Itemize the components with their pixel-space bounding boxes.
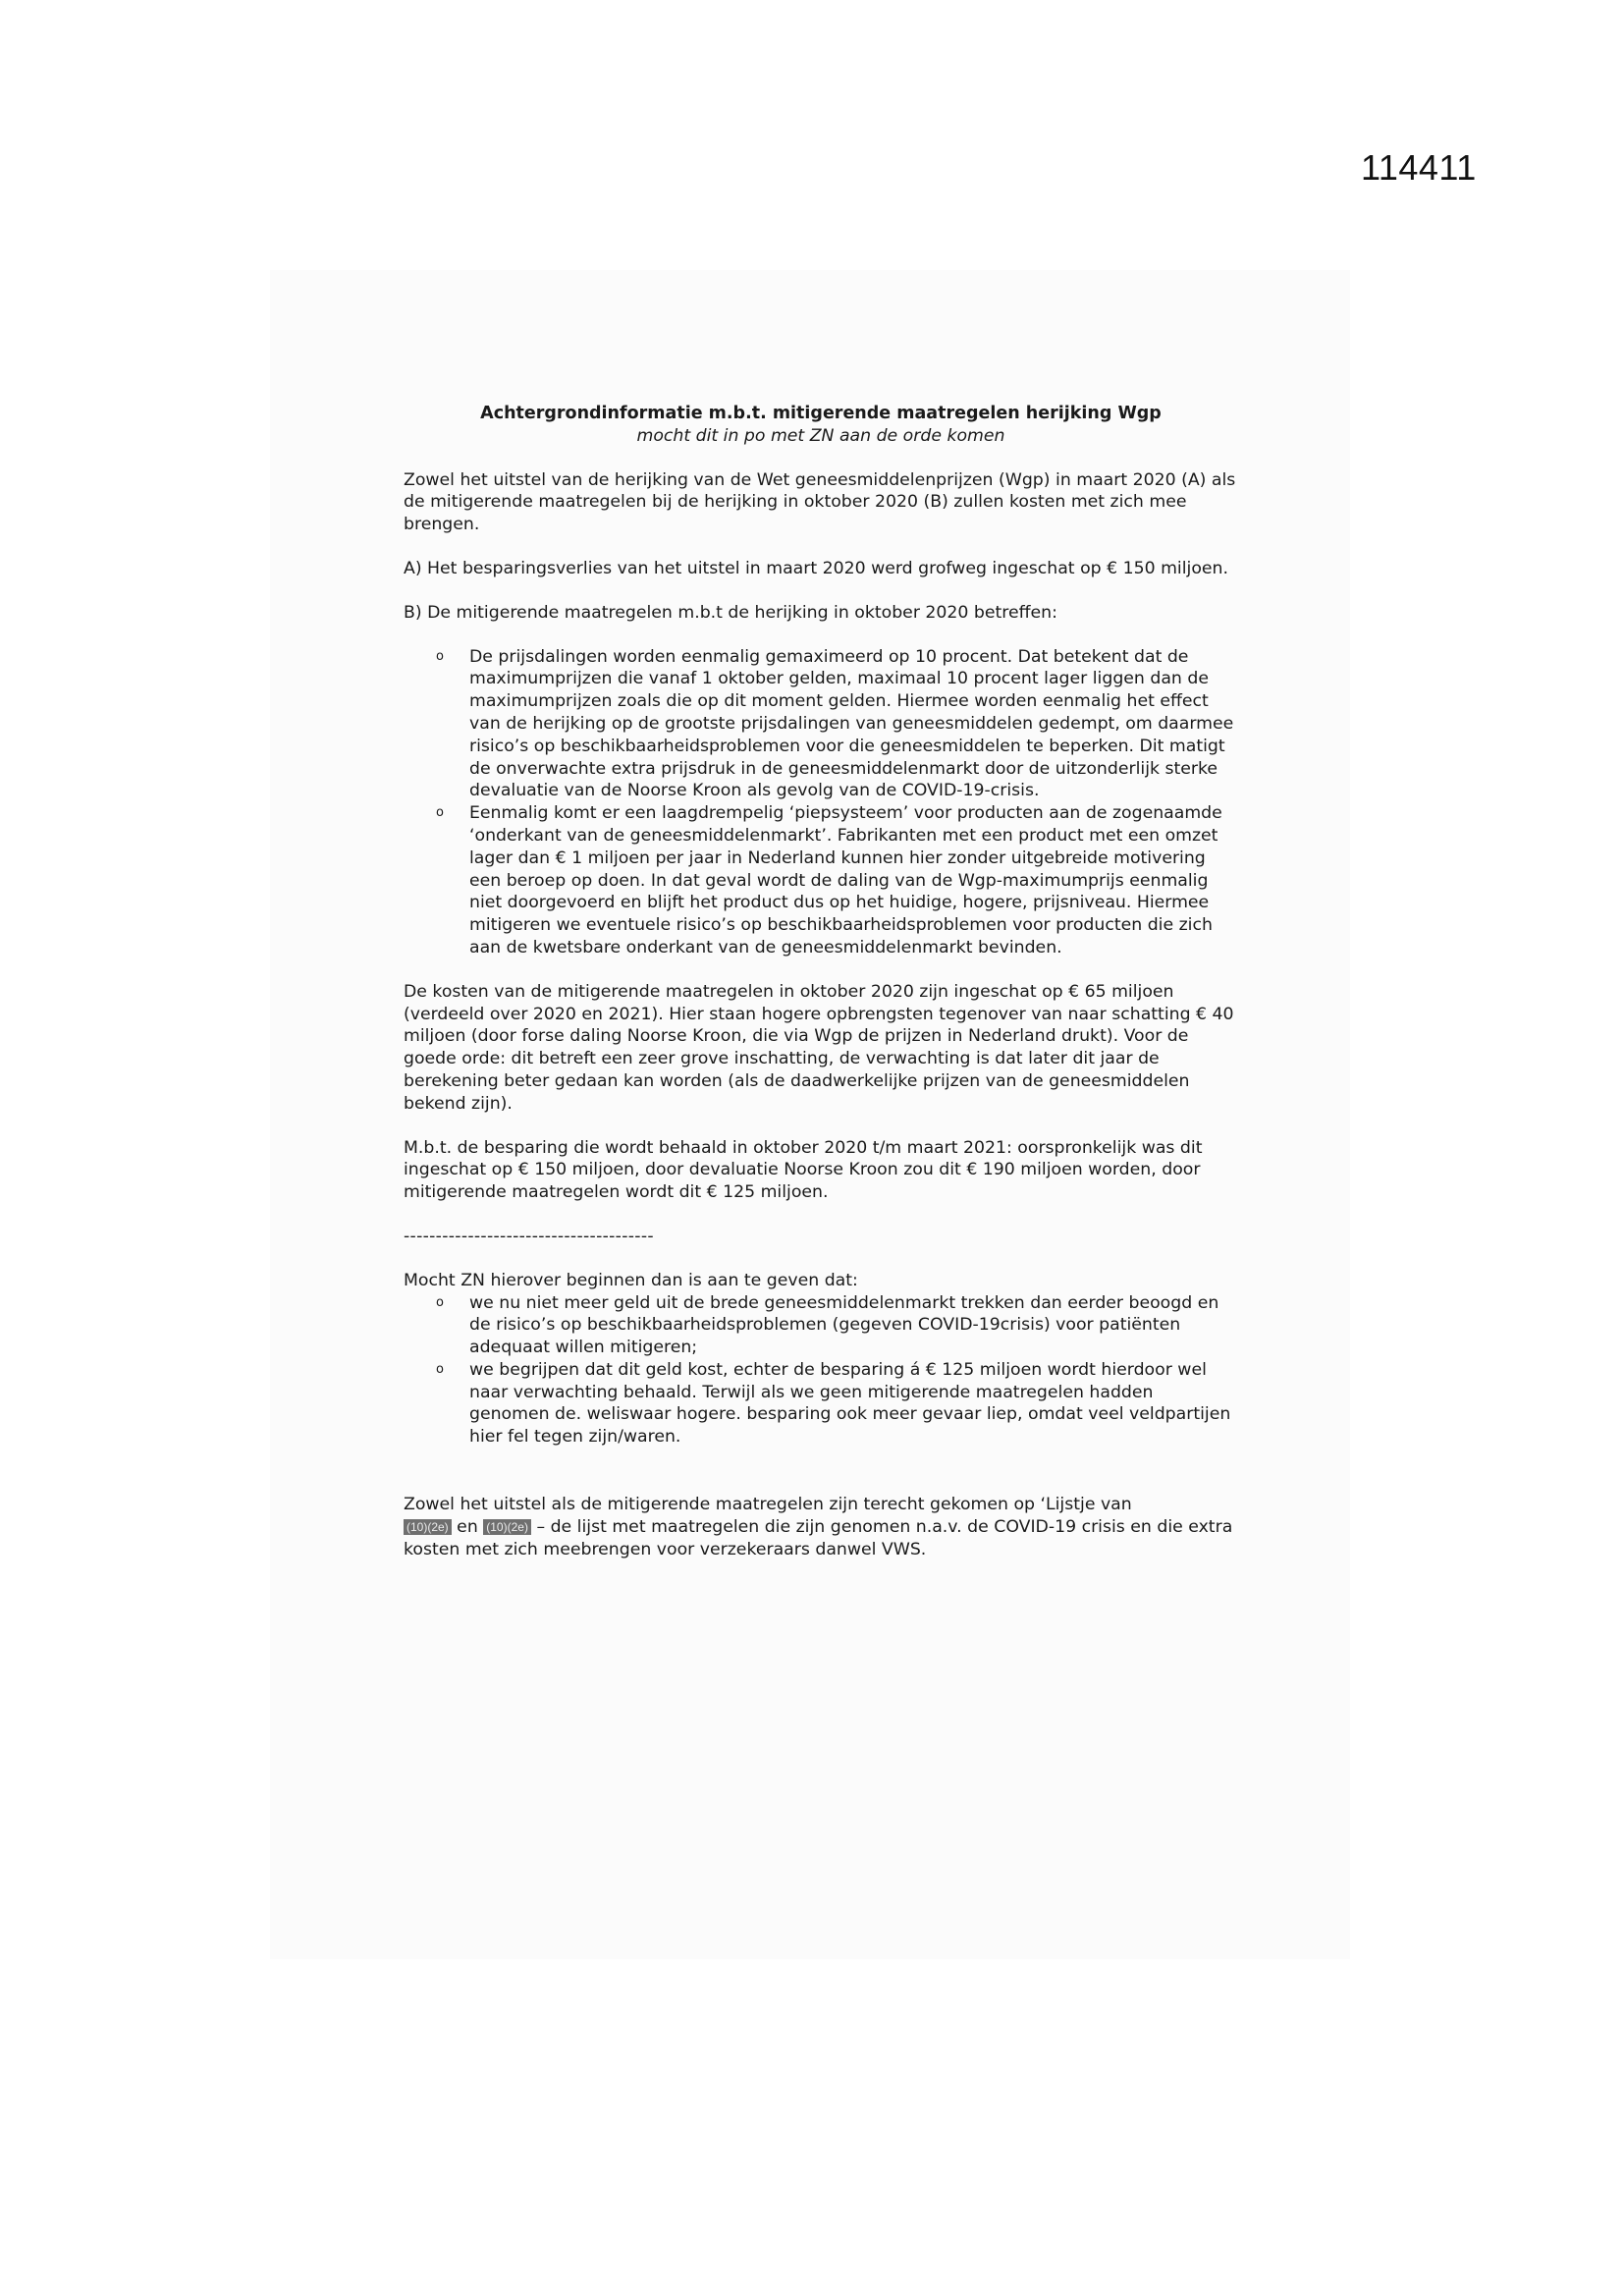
circle-bullet-icon: o [436, 805, 444, 821]
list-item [404, 1292, 1238, 1359]
separator-line: --------------------------------------- [404, 1226, 654, 1246]
document-subtitle: mocht dit in po met ZN aan de orde komen [636, 425, 1005, 446]
closing-text-part2: en [451, 1516, 484, 1537]
circle-bullet-icon: o [436, 1294, 444, 1310]
section-b-bullet-list [404, 646, 1238, 959]
closing-paragraph [404, 1494, 1238, 1560]
circle-bullet-icon: o [436, 648, 444, 664]
redaction-box: (10)(2e) [404, 1519, 452, 1535]
savings-paragraph: M.b.t. de besparing die wordt behaald in oktober 2020 t/m maart 2021: oorspronkelijk was dit ingeschat op € 150 miljoen, door devaluatie Noorse Kroon zou dit € 190 miljoen worden, door mitigerende maatregelen wordt dit € 125 miljoen. [404, 1137, 1203, 1203]
list-item [404, 646, 1238, 803]
bullet-text: we nu niet meer geld uit de brede geneesmiddelenmarkt trekken dan eerder beoogd en de risico’s op beschikbaarheidsproblemen (gegeven COVID-19crisis) voor patiënten adequaat willen mitigeren; [469, 1292, 1219, 1358]
document-title: Achtergrondinformatie m.b.t. mitigerende maatregelen herijking Wgp [480, 404, 1162, 423]
redaction-box: (10)(2e) [483, 1519, 531, 1535]
section-a-paragraph: A) Het besparingsverlies van het uitstel in maart 2020 werd grofweg ingeschat op € 150 miljoen. [404, 558, 1228, 578]
list-item [404, 1359, 1238, 1449]
section-b-paragraph: B) De mitigerende maatregelen m.b.t de herijking in oktober 2020 betreffen: [404, 602, 1057, 623]
spacer [404, 1470, 1238, 1494]
costs-paragraph: De kosten van de mitigerende maatregelen in oktober 2020 zijn ingeschat op € 65 miljoen (verdeeld over 2020 en 2021). Hier staan hogere opbrengsten tegenover van naar schatting € 40 miljoen (door forse daling Noorse Kroon, die via Wgp de prijzen in Nederland drukt). Voor de goede orde: dit betreft een zeer grove inschatting, de verwachting is dat later dit jaar de berekening beter gedaan kan worden (als de daadwerkelijke prijzen van de geneesmiddelen bekend zijn). [404, 981, 1234, 1114]
zn-lead-paragraph: Mocht ZN hierover beginnen dan is aan te geven dat: [404, 1270, 858, 1290]
closing-text-part3: – de lijst met maatregelen die zijn genomen n.a.v. de COVID-19 crisis en die extra kosten met zich meebrengen voor verzekeraars danwel VWS. [404, 1516, 1233, 1559]
document-body [404, 403, 1238, 1582]
bullet-text: Eenmalig komt er een laagdrempelig ‘piepsysteem’ voor producten aan de zogenaamde ‘onderkant van de geneesmiddelenmarkt’. Fabrikanten met een product met een omzet lager dan € 1 miljoen per jaar in Nederland kunnen hier zonder uitgebreide motivering een beroep op doen. In dat geval wordt de daling van de Wgp-maximumprijs eenmalig niet doorgevoerd en blijft het product dus op het huidige, hogere, prijsniveau. Hiermee mitigeren we eventuele risico’s op beschikbaarheidsproblemen voor producten die zich aan de kwetsbare onderkant van de geneesmiddelenmarkt bevinden. [469, 803, 1222, 957]
bullet-text: De prijsdalingen worden eenmalig gemaximeerd op 10 procent. Dat betekent dat de maximumprijzen die vanaf 1 oktober gelden, maximaal 10 procent lager liggen dan de maximumprijzen zoals die op dit moment gelden. Hiermee worden eenmalig het effect van de herijking op de grootste prijsdalingen van geneesmiddelen gedempt, om daarmee risico’s op beschikbaarheidsproblemen voor die geneesmiddelen te beperken. Dit matigt de onverwachte extra prijsdruk in de geneesmiddelenmarkt door de uitzonderlijk sterke devaluatie van de Noorse Kroon als gevolg van de COVID-19-crisis. [469, 646, 1234, 801]
zn-bullet-list [404, 1292, 1238, 1449]
closing-text-part1: Zowel het uitstel als de mitigerende maatregelen zijn terecht gekomen op ‘Lijstje van [404, 1495, 1132, 1515]
intro-paragraph: Zowel het uitstel van de herijking van de Wet geneesmiddelenprijzen (Wgp) in maart 2020 (A) als de mitigerende maatregelen bij de herijking in oktober 2020 (B) zullen kosten met zich mee brengen. [404, 469, 1236, 535]
circle-bullet-icon: o [436, 1361, 444, 1377]
list-item [404, 802, 1238, 959]
bullet-text: we begrijpen dat dit geld kost, echter de besparing á € 125 miljoen wordt hierdoor wel naar verwachting behaald. Terwijl als we geen mitigerende maatregelen hadden genomen de. weliswaar hogere. besparing ook meer gevaar liep, omdat veel veldpartijen hier fel tegen zijn/waren. [469, 1359, 1231, 1448]
title-block [404, 403, 1238, 448]
document-number: 114411 [1361, 147, 1477, 188]
